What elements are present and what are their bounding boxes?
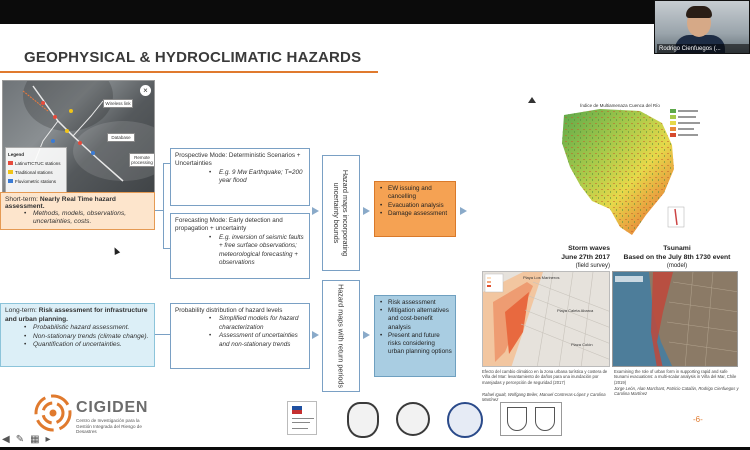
legend-item: LatinoTICTUC stations bbox=[8, 159, 64, 168]
remote-processing-label: Remote processing bbox=[129, 153, 155, 167]
title-underline bbox=[0, 71, 378, 73]
probability-heading: Probability distribution of hazard levels bbox=[175, 307, 283, 314]
short-term-prefix: Short-term: bbox=[5, 196, 40, 203]
storm-waves-header bbox=[510, 244, 610, 271]
pen-icon[interactable]: ✎ bbox=[15, 434, 25, 445]
tsunami-credit: Jorge León, Alan Marchant, Patricio Catalán, Rodrigo Cienfuegos y Carolina Martínez bbox=[614, 386, 739, 397]
close-icon[interactable]: × bbox=[140, 85, 151, 96]
short-term-bullet: • Methods, models, observations, uncertainties, costs. bbox=[24, 210, 127, 225]
early-warning-box bbox=[374, 181, 456, 237]
station-marker bbox=[65, 129, 69, 133]
short-term-box bbox=[0, 192, 155, 230]
cigiden-subtitle: Centro de Investigación para la Gestión Integrada del Riesgo de Desastres bbox=[76, 418, 142, 435]
legend-title: Legend bbox=[8, 152, 25, 157]
map-legend bbox=[5, 147, 67, 197]
long-term-prefix: Long-term: bbox=[5, 307, 39, 314]
tsunami-date: Based on the July 8th 1730 event bbox=[623, 254, 731, 261]
probability-box bbox=[170, 303, 310, 369]
map-label: Playa Caleta Abarca bbox=[557, 308, 594, 313]
forecasting-mode-box bbox=[170, 213, 310, 279]
arrow-right-icon bbox=[363, 207, 370, 215]
station-marker bbox=[53, 115, 57, 119]
long-term-item: • Probabilistic hazard assessment. bbox=[5, 324, 150, 333]
university-seal-icon bbox=[396, 402, 430, 436]
long-term-box bbox=[0, 303, 155, 367]
arrow-right-icon bbox=[363, 331, 370, 339]
ew-item: • EW issuing and cancelling bbox=[378, 185, 452, 202]
ew-item: • Damage assessment bbox=[378, 210, 452, 218]
cigiden-logo-icon bbox=[34, 394, 72, 432]
more-options-icon[interactable]: ▸ bbox=[45, 434, 51, 445]
university-seal-icon bbox=[447, 402, 483, 438]
arrow-right-icon bbox=[460, 207, 467, 215]
station-marker bbox=[78, 141, 82, 145]
map-label: Plaza Colón bbox=[571, 342, 593, 347]
station-marker bbox=[69, 109, 73, 113]
slide-title: GEOPHYSICAL & HYDROCLIMATIC HAZARDS bbox=[24, 49, 362, 66]
mouse-cursor-icon bbox=[112, 246, 120, 255]
prospective-heading: Prospective Mode: Deterministic Scenarios + Uncertainties bbox=[175, 152, 301, 168]
connector-line bbox=[163, 163, 164, 248]
multihazard-map bbox=[522, 97, 744, 245]
risk-item: • Risk assessment bbox=[378, 299, 452, 307]
participant-name: Rodrigo Cienfuegos (... bbox=[657, 44, 749, 54]
tsunami-header bbox=[612, 244, 742, 271]
connector-line bbox=[163, 248, 170, 249]
connector-line bbox=[155, 334, 170, 335]
legend-item: Traditional stations bbox=[8, 168, 64, 177]
prospective-bullet: • E.g. 9 Mw Earthquake; T=200 year flood bbox=[175, 169, 305, 186]
storm-waves-map bbox=[482, 271, 610, 367]
wireless-link-label: Wireless link bbox=[103, 99, 133, 108]
ew-item: • Evacuation analysis bbox=[378, 202, 452, 210]
storm-caption: Efecto del cambio climático en la zona urbana turística y costera de Viña del Mar: levantamiento de daños para una inundación por marejadas y percepción de seguridad (2017) bbox=[482, 369, 608, 385]
connector-line bbox=[163, 163, 170, 164]
long-term-item: • Non-stationary trends (climate change). bbox=[5, 333, 150, 342]
station-marker bbox=[91, 151, 95, 155]
video-person-hair bbox=[686, 6, 712, 18]
storm-credit: Rafael Igualt, Wolfgang Beiler, Manuel Contreras-López y Carolina Martínez bbox=[482, 392, 606, 403]
legend-item: Fluviometric stations bbox=[8, 177, 64, 186]
connector-line bbox=[155, 210, 163, 211]
participant-video-tile[interactable] bbox=[654, 0, 750, 54]
previous-slide-icon[interactable]: ◀ bbox=[2, 434, 10, 445]
risk-item: • Mitigation alternatives and cost-benefit analysis bbox=[378, 307, 452, 332]
window-top-bar bbox=[0, 0, 750, 24]
storm-title: Storm waves bbox=[568, 245, 610, 252]
arrow-right-icon bbox=[312, 331, 319, 339]
risk-assessment-box bbox=[374, 295, 456, 377]
institution-crest-logo bbox=[500, 402, 562, 436]
page-number: -6- bbox=[693, 415, 703, 424]
long-term-title: Risk assessment for infrastructure and urban planning. bbox=[5, 307, 148, 323]
cigiden-name: CIGIDEN bbox=[76, 399, 149, 416]
station-marker bbox=[51, 139, 55, 143]
risk-item: • Present and future risks considering urban planning options bbox=[378, 332, 452, 357]
slides-grid-icon[interactable]: ▦ bbox=[30, 434, 40, 445]
tsunami-note: (model) bbox=[666, 263, 688, 269]
forecasting-heading: Forecasting Mode: Early detection and propagation + uncertainty bbox=[175, 217, 283, 233]
uncertainty-hazard-maps-label: Hazard maps incorporating uncertainty bounds bbox=[332, 169, 350, 257]
storm-note: (field survey) bbox=[575, 263, 610, 269]
probability-bullet: • Simplified models for hazard characterization bbox=[175, 315, 305, 332]
tsunami-map bbox=[612, 271, 738, 367]
presentation-toolbar bbox=[2, 433, 66, 447]
university-crest-icon bbox=[347, 402, 379, 438]
tsunami-title: Tsunami bbox=[663, 245, 691, 252]
storm-date: June 27th 2017 bbox=[561, 254, 610, 261]
uncertainty-hazard-maps-box bbox=[322, 155, 360, 271]
probability-bullet: • Assessment of uncertainties and non-stationary trends bbox=[175, 332, 305, 349]
forecasting-bullet: • E.g. inversion of seismic faults + free surface observations; meteorological forecasting + observations bbox=[175, 234, 305, 268]
map-label: Playa Los Marineros bbox=[523, 275, 560, 280]
database-label: Database bbox=[107, 133, 135, 142]
short-term-title: Nearly Real Time hazard assessment. bbox=[5, 196, 116, 210]
prospective-mode-box bbox=[170, 148, 310, 206]
station-marker bbox=[41, 101, 45, 105]
return-period-hazard-maps-box bbox=[322, 280, 360, 392]
return-period-hazard-maps-label: Hazard maps with return periods bbox=[336, 284, 346, 388]
long-term-item: • Quantification of uncertainties. bbox=[5, 341, 150, 350]
arrow-right-icon bbox=[312, 207, 319, 215]
multihazard-map-title: Índice de Multiamenaza Cuenca del Río bbox=[580, 103, 660, 108]
government-logo bbox=[287, 401, 317, 435]
tsunami-caption: Examining the role of urban form in supporting rapid and safe tsunami evacuations: a multi-scalar analysis in Viña del Mar, Chile (2019) bbox=[614, 369, 737, 385]
monitoring-network-map bbox=[2, 80, 155, 199]
